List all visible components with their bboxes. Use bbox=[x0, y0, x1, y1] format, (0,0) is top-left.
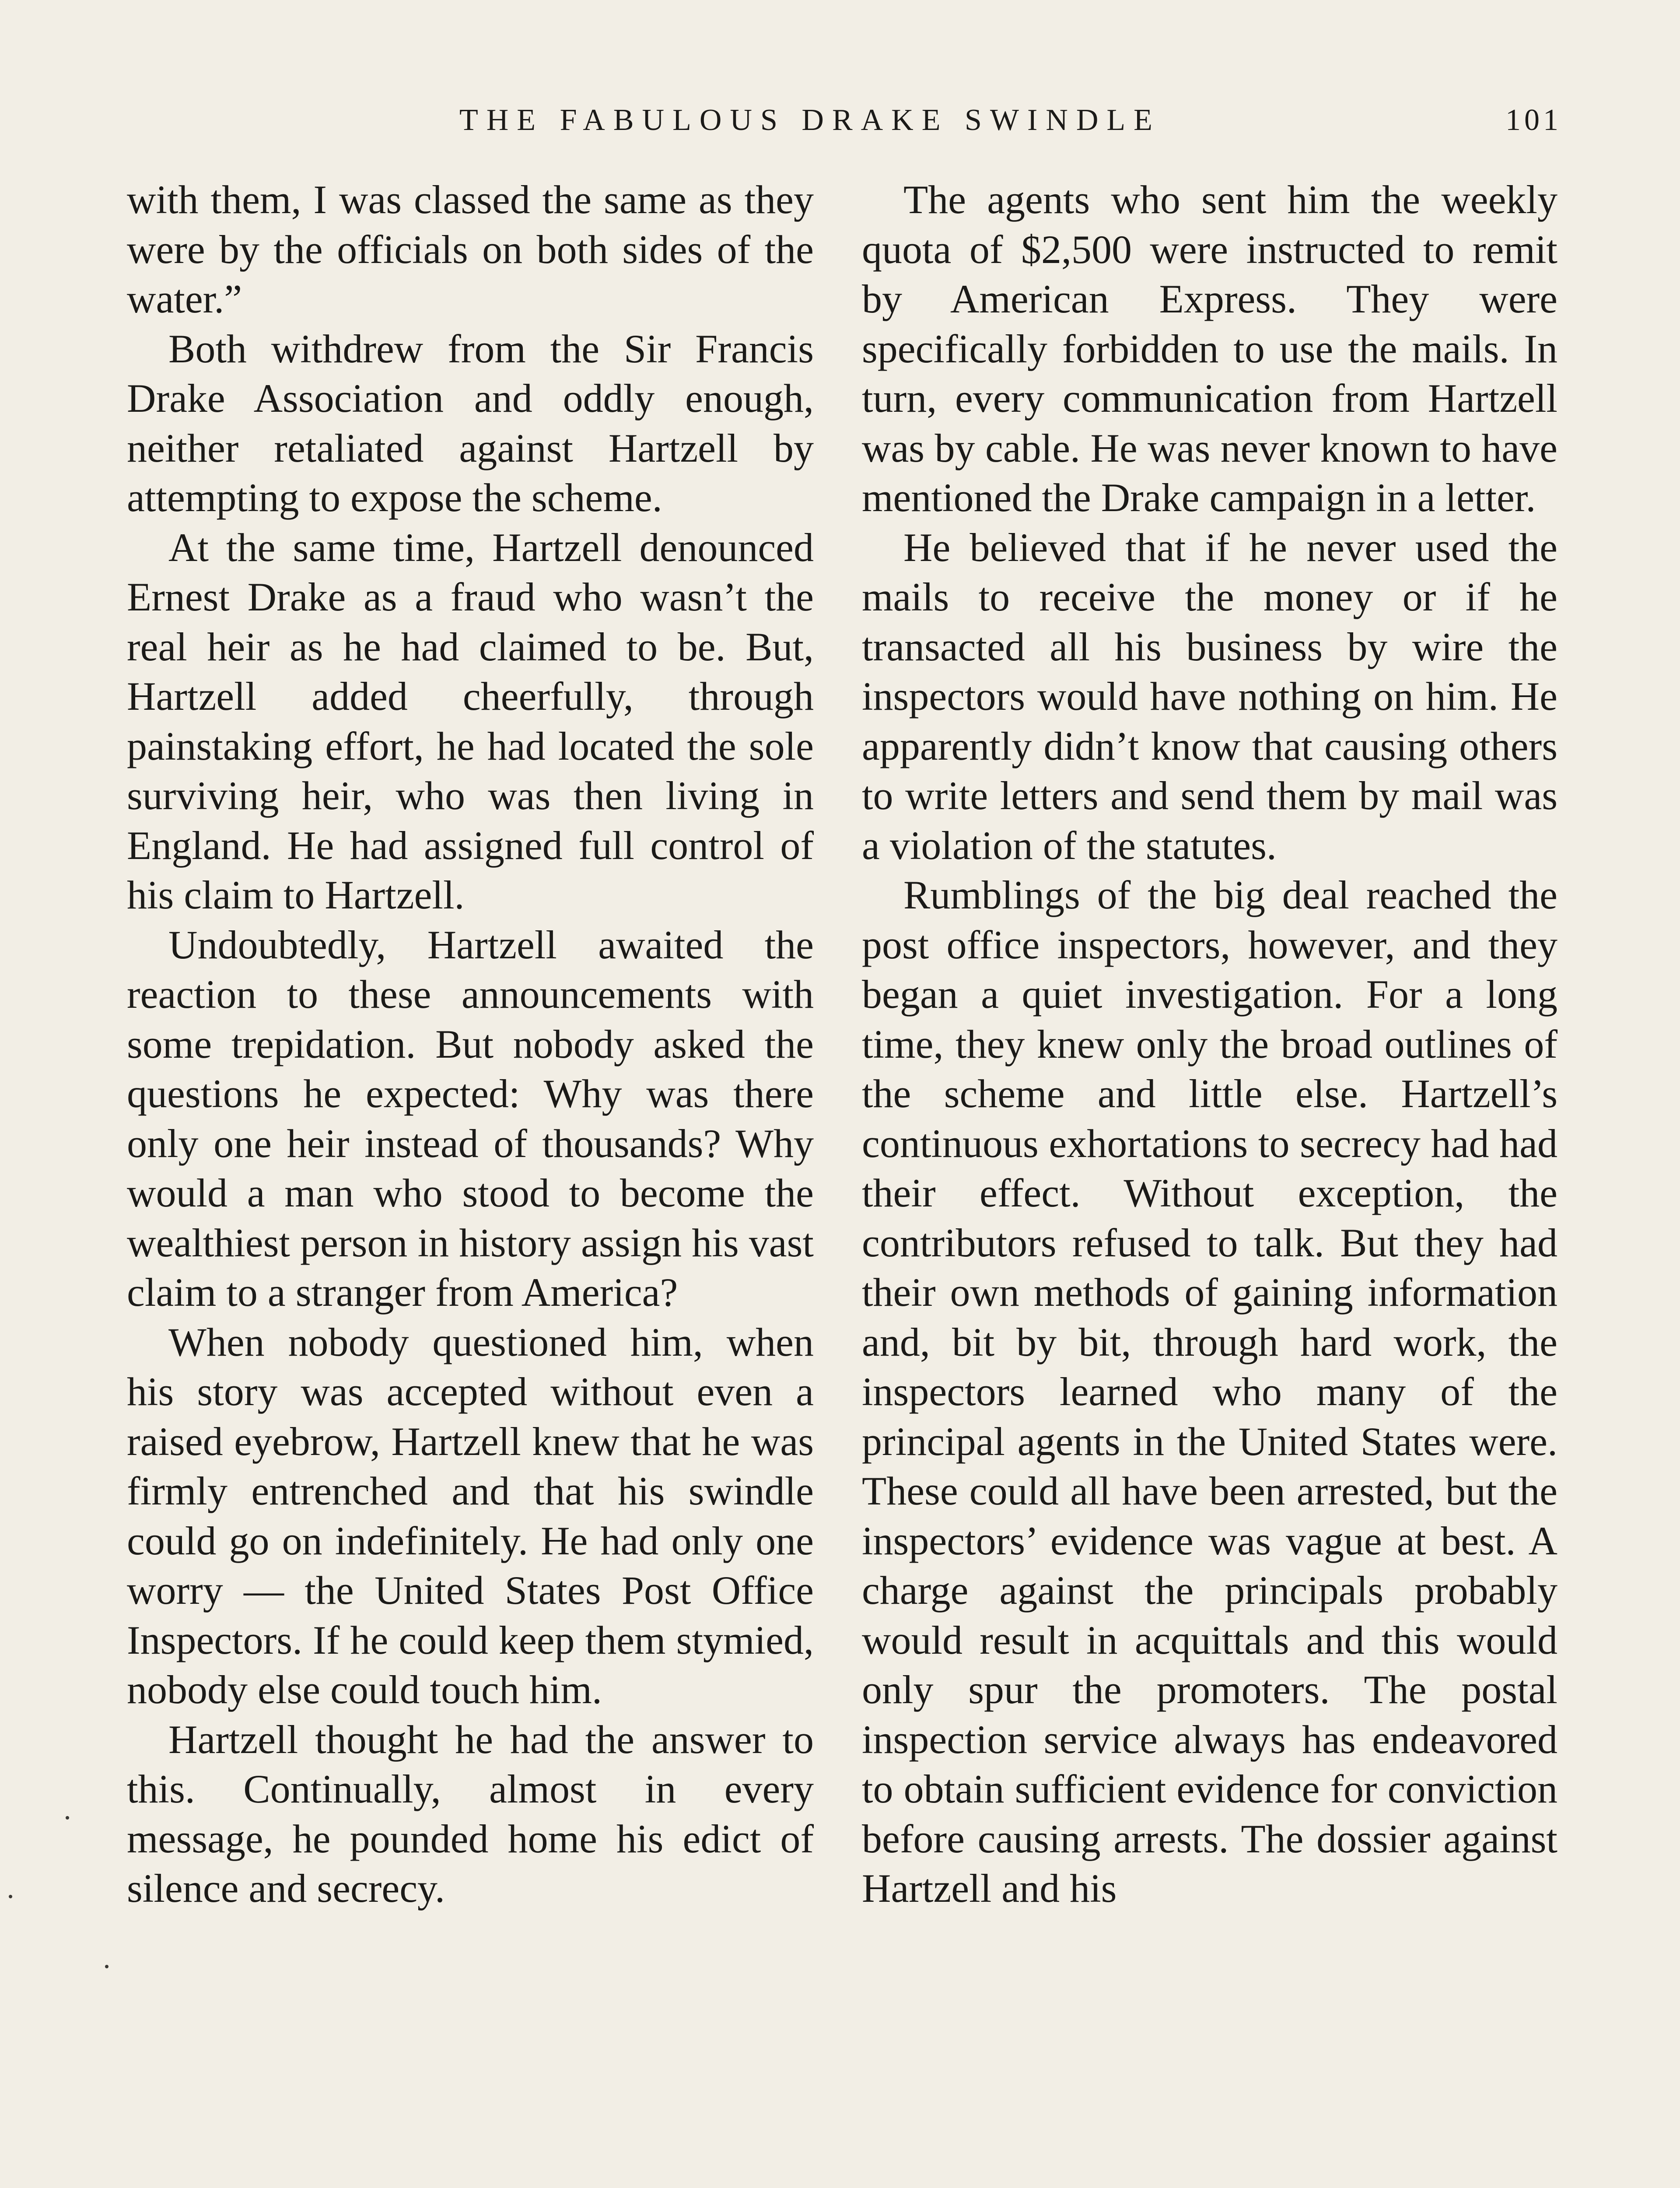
right-column bbox=[862, 175, 1558, 1914]
print-speck bbox=[66, 1816, 69, 1820]
running-title: THE FABULOUS DRAKE SWINDLE bbox=[459, 103, 1161, 137]
print-speck bbox=[9, 1895, 12, 1898]
paragraph: When nobody questioned him, when his story was accepted without even a raised eyebrow, Hartzell knew that he was firmly entrenched and that his swindle could go on indefinitely. He had only one worry — the United States Post Office Inspectors. If he could keep them stymied, nobody else could touch him. bbox=[127, 1319, 814, 1712]
left-column bbox=[127, 175, 814, 1914]
paragraph: The agents who sent him the weekly quota of $2,500 were instructed to remit by American Express. They were specifically forbidden to use the mails. In turn, every communication from Hartzell was by cable. He was never known to have mentioned the Drake campaign in a letter. bbox=[862, 177, 1558, 520]
page-number: 101 bbox=[1505, 103, 1562, 137]
page-header bbox=[438, 103, 1562, 151]
paragraph: Both withdrew from the Sir Francis Drake Association and oddly enough, neither retaliated against Hartzell by attempting to expose the scheme. bbox=[127, 326, 814, 520]
paragraph: with them, I was classed the same as they were by the officials on both sides of the water.” bbox=[127, 177, 814, 321]
print-speck bbox=[105, 1965, 108, 1968]
paragraph: At the same time, Hartzell denounced Ernest Drake as a fraud who wasn’t the real heir as he had claimed to be. But, Hartzell added cheerfully, through painstaking effort, he had located the sole surviving heir, who was then living in England. He had assigned full control of his claim to Hartzell. bbox=[127, 525, 814, 917]
paragraph: He believed that if he never used the mails to receive the money or if he transacted all his business by wire the inspectors would have nothing on him. He apparently didn’t know that causing others to write letters and send them by mail was a violation of the statutes. bbox=[862, 525, 1558, 868]
paragraph: Rumblings of the big deal reached the post office inspectors, however, and they began a quiet investigation. For a long time, they knew only the broad outlines of the scheme and little else. Hartzell’s continuous exhortations to secrecy had had their effect. Without exception, the contributors refused to talk. But they had their own methods of gaining information and, bit by bit, through hard work, the inspectors learned who many of the principal agents in the United States were. These could all have been arrested, but the inspectors’ evidence was vague at best. A charge against the principals probably would result in acquittals and this would only spur the promoters. The postal inspection service always has endeavored to obtain sufficient evidence for conviction before causing arrests. The dossier against Hartzell and his bbox=[862, 873, 1558, 1911]
paragraph: Hartzell thought he had the answer to this. Continually, almost in every message, he pounded home his edict of silence and secrecy. bbox=[127, 1717, 814, 1911]
paragraph: Undoubtedly, Hartzell awaited the reaction to these announcements with some trepidation. But nobody asked the questions he expected: Why was there only one heir instead of thousands? Why would a man who stood to become the wealthiest person in history assign his vast claim to a stranger from America? bbox=[127, 922, 814, 1315]
